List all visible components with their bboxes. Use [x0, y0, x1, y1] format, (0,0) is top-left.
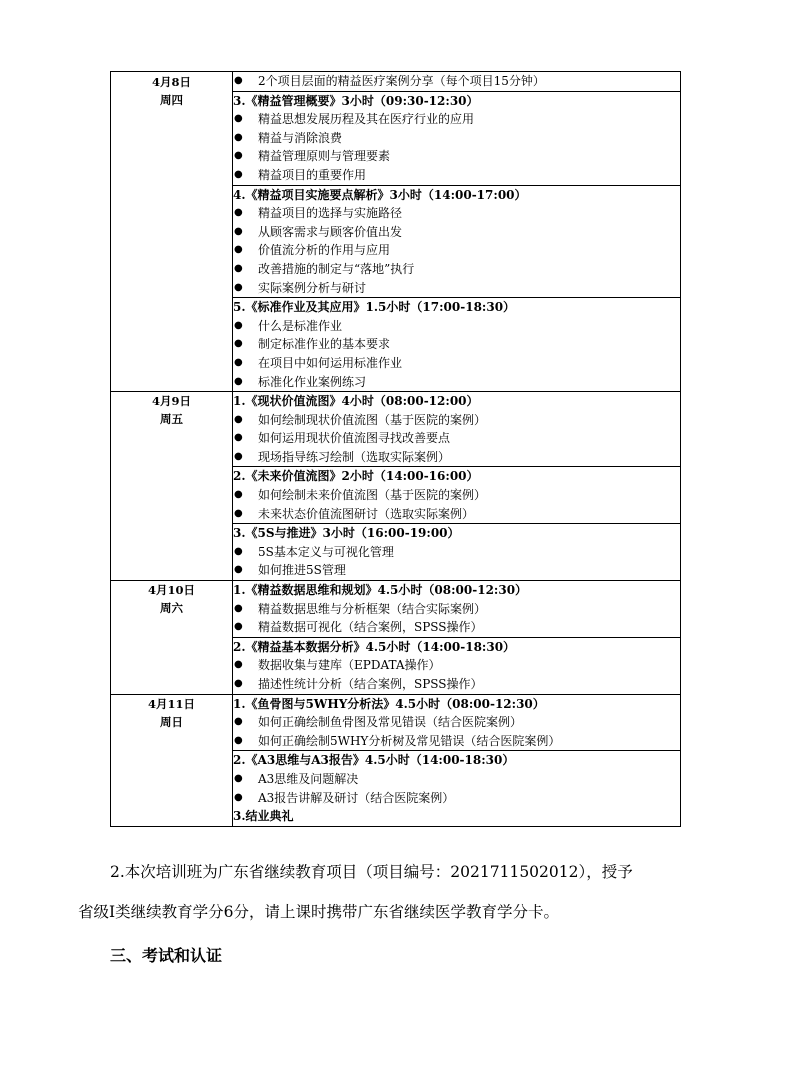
bullet-item	[233, 561, 680, 580]
session-title: 2.《精益基本数据分析》4.5小时（14:00-18:30）	[233, 639, 516, 654]
bullet-item	[233, 223, 680, 242]
bullet-text: 什么是标准作业	[258, 318, 343, 333]
bullet-item	[233, 354, 680, 373]
date-label: 4月9日	[151, 394, 191, 409]
session-cell	[233, 298, 681, 392]
bullet-icon: ●	[234, 791, 243, 803]
session-title: 1.《现状价值流图》4小时（08:00-12:00）	[233, 394, 479, 409]
bullet-text: 标准化作业案例练习	[258, 374, 367, 389]
bullet-item	[233, 789, 680, 808]
bullet-item	[233, 429, 680, 448]
bullet-item	[233, 166, 680, 185]
paragraph-line-1: 2.本次培训班为广东省继续教育项目（项目编号：2021711502012），授予	[110, 863, 633, 881]
bullet-item	[233, 147, 680, 166]
bullet-icon: ●	[234, 659, 243, 671]
bullet-icon: ●	[234, 207, 243, 219]
bullet-item	[233, 543, 680, 562]
session-cell	[233, 72, 681, 92]
paragraph-line-2: 省级Ⅰ类继续教育学分6分，请上课时携带广东省继续医学教育学分卡。	[78, 903, 559, 921]
bullet-text: 精益与消除浪费	[258, 130, 343, 145]
bullet-icon: ●	[234, 131, 243, 143]
bullet-item	[233, 411, 680, 430]
session-cell	[233, 524, 681, 581]
bullet-icon: ●	[234, 413, 243, 425]
bullet-text: 价值流分析的作用与应用	[258, 243, 391, 258]
weekday-label: 周日	[160, 714, 183, 729]
bullet-icon: ●	[234, 716, 243, 728]
weekday-label: 周五	[160, 412, 183, 427]
bullet-icon: ●	[234, 450, 243, 462]
bullet-item	[233, 600, 680, 619]
bullet-icon: ●	[234, 356, 243, 368]
bullet-icon: ●	[234, 150, 243, 162]
session-cell	[233, 637, 681, 694]
bullet-item	[233, 373, 680, 392]
session-cell	[233, 467, 681, 524]
bullet-item	[233, 72, 680, 91]
session-title: 1.《精益数据思维和规划》4.5小时（08:00-12:30）	[233, 583, 528, 598]
bullet-icon: ●	[234, 678, 243, 689]
bullet-item	[233, 129, 680, 148]
session-title: 2.《A3思维与A3报告》4.5小时（14:00-18:30）	[233, 753, 515, 768]
bullet-item	[233, 279, 680, 298]
bullet-text: 如何运用现状价值流图寻找改善要点	[258, 431, 451, 446]
bullet-text: 描述性统计分析（结合案例，SPSS操作）	[258, 677, 483, 691]
closing-ceremony: 3.结业典礼	[233, 809, 294, 824]
schedule-row	[111, 72, 681, 92]
session-cell	[233, 392, 681, 467]
bullet-text: 5S基本定义与可视化管理	[258, 544, 394, 559]
bullet-icon: ●	[234, 507, 243, 519]
bullet-text: 精益数据思维与分析框架（结合实际案例）	[258, 601, 487, 616]
bullet-text: 精益项目的选择与实施路径	[258, 206, 403, 221]
session-title: 1.《鱼骨图与5WHY分析法》4.5小时（08:00-12:30）	[233, 696, 545, 711]
bullet-item	[233, 486, 680, 505]
bullet-text: 实际案例分析与研讨	[258, 280, 367, 295]
date-cell	[111, 392, 233, 581]
bullet-item	[233, 656, 680, 675]
bullet-text: 如何绘制未来价值流图（基于医院的案例）	[258, 488, 487, 503]
session-cell	[233, 694, 681, 751]
bullet-icon: ●	[234, 244, 243, 256]
bullet-item	[233, 713, 680, 732]
section-heading: 三、考试和认证	[110, 946, 223, 965]
date-label: 4月11日	[147, 696, 195, 711]
date-cell	[111, 72, 233, 392]
bullet-text: 精益管理原则与管理要素	[258, 149, 391, 164]
bullet-text: 如何绘制现状价值流图（基于医院的案例）	[258, 412, 487, 427]
bullet-icon: ●	[234, 602, 243, 614]
session-cell	[233, 581, 681, 638]
bullet-text: A3思维及问题解决	[258, 771, 359, 786]
session-title: 3.《精益管理概要》3小时（09:30-12:30）	[233, 93, 479, 108]
bullet-icon: ●	[234, 225, 243, 237]
bullet-icon: ●	[234, 168, 243, 180]
bullet-text: A3报告讲解及研讨（结合医院案例）	[258, 790, 455, 805]
bullet-item	[233, 505, 680, 524]
session-cell	[233, 751, 681, 826]
bullet-item	[233, 260, 680, 279]
bullet-icon: ●	[234, 545, 243, 557]
bullet-item	[233, 241, 680, 260]
schedule-row	[111, 392, 681, 467]
bullet-item	[233, 675, 680, 694]
bullet-text: 精益项目的重要作用	[258, 167, 367, 182]
session-cell	[233, 91, 681, 185]
bullet-text: 现场指导练习绘制（选取实际案例）	[258, 449, 451, 464]
date-label: 4月10日	[147, 583, 195, 598]
bullet-icon: ●	[234, 621, 243, 633]
date-cell	[111, 694, 233, 826]
bullet-icon: ●	[234, 338, 243, 350]
bullet-icon: ●	[234, 564, 243, 576]
schedule-table	[110, 71, 681, 827]
bullet-text: 如何正确绘制5WHY分析树及常见错误（结合医院案例）	[258, 733, 561, 748]
session-title: 3.《5S与推进》3小时（16:00-19:00）	[233, 526, 460, 541]
bullet-text: 如何正确绘制鱼骨图及常见错误（结合医院案例）	[258, 715, 523, 730]
bullet-icon: ●	[234, 113, 243, 125]
bullet-text: 精益数据可视化（结合案例，SPSS操作）	[258, 620, 483, 635]
bullet-item	[233, 732, 680, 751]
bullet-item	[233, 317, 680, 336]
bullet-icon: ●	[234, 432, 243, 444]
bullet-icon: ●	[234, 75, 243, 86]
bullet-icon: ●	[234, 772, 243, 784]
weekday-label: 周六	[160, 601, 183, 616]
schedule-row	[111, 694, 681, 751]
bullet-icon: ●	[234, 489, 243, 501]
bullet-text: 数据收集与建库（EPDATA操作）	[258, 658, 441, 673]
bullet-text: 从顾客需求与顾客价值出发	[258, 224, 403, 239]
bullet-item	[233, 110, 680, 129]
bullet-icon: ●	[234, 319, 243, 331]
session-title: 5.《标准作业及其应用》1.5小时（17:00-18:30）	[233, 300, 516, 315]
bullet-text: 在项目中如何运用标准作业	[258, 355, 403, 370]
schedule-row	[111, 581, 681, 638]
bullet-item	[233, 770, 680, 789]
bullet-text: 未来状态价值流图研讨（选取实际案例）	[258, 506, 475, 521]
bullet-text: 精益思想发展历程及其在医疗行业的应用	[258, 112, 475, 127]
bullet-item	[233, 204, 680, 223]
date-label: 4月8日	[151, 75, 191, 89]
bullet-text: 如何推进5S管理	[258, 563, 346, 578]
bullet-icon: ●	[234, 281, 243, 293]
bullet-icon: ●	[234, 734, 243, 746]
bullet-icon: ●	[234, 262, 243, 274]
weekday-label: 周四	[160, 93, 183, 107]
session-title: 2.《未来价值流图》2小时（14:00-16:00）	[233, 469, 479, 484]
date-cell	[111, 581, 233, 695]
session-title: 4.《精益项目实施要点解析》3小时（14:00-17:00）	[233, 187, 527, 202]
bullet-item	[233, 618, 680, 637]
bullet-icon: ●	[234, 375, 243, 387]
bullet-text: 2个项目层面的精益医疗案例分享（每个项目15分钟）	[258, 74, 545, 88]
bullet-item	[233, 448, 680, 467]
session-cell	[233, 185, 681, 298]
bullet-item	[233, 335, 680, 354]
bullet-text: 改善措施的制定与“落地”执行	[258, 261, 415, 276]
bullet-text: 制定标准作业的基本要求	[258, 337, 391, 352]
